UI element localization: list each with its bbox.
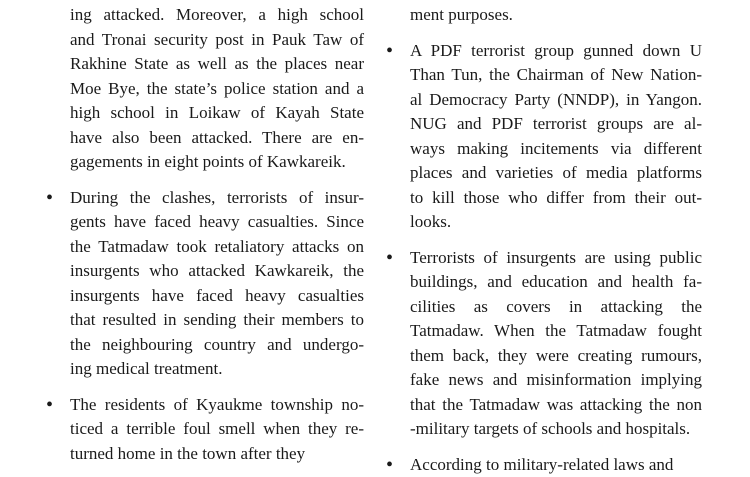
paragraph-line: A PDF terrorist group gunned down U (410, 39, 702, 64)
paragraph-line: Moe Bye, the state’s police station and a (70, 77, 364, 102)
paragraph-line: -military targets of schools and hospitals. (410, 417, 702, 442)
paragraph-line: places and varieties of media platforms (410, 161, 702, 186)
paragraph-line: al Democracy Party (NNDP), in Yangon. (410, 88, 702, 113)
paragraph-line: NUG and PDF terrorist groups are al- (410, 112, 702, 137)
paragraph-line: them back, they were creating rumours, (410, 344, 702, 369)
paragraph-line: have also been attacked. There are en- (70, 126, 364, 151)
paragraph-line: ways making incitements via different (410, 137, 702, 162)
paragraph-line: gagements in eight points of Kawkareik. (70, 150, 364, 175)
paragraph-line: ment purposes. (410, 3, 702, 28)
paragraph-line: that resulted in sending their members to (70, 308, 364, 333)
paragraph-line: During the clashes, terrorists of insur- (70, 186, 364, 211)
paragraph-line: ing attacked. Moreover, a high school (70, 3, 364, 28)
paragraph-line: insurgents have faced heavy casualties (70, 284, 364, 309)
paragraph-line: buildings, and education and health fa- (410, 270, 702, 295)
bullet-icon: • (386, 248, 394, 256)
bullet-icon: • (46, 188, 54, 196)
bullet-icon: • (386, 41, 394, 49)
paragraph-line: the neighbouring country and undergo- (70, 333, 364, 358)
paragraph-line: ing medical treatment. (70, 357, 364, 382)
bullet-icon: • (386, 455, 394, 463)
paragraph-line: ticed a terrible foul smell when they re- (70, 417, 364, 442)
paragraph-line: The residents of Kyaukme township no- (70, 393, 364, 418)
paragraph-line: Terrorists of insurgents are using public (410, 246, 702, 271)
paragraph-line: to kill those who differ from their out- (410, 186, 702, 211)
paragraph-line: the Tatmadaw took retaliatory attacks on (70, 235, 364, 260)
bullet-icon: • (46, 395, 54, 403)
paragraph-line: According to military-related laws and (410, 453, 702, 477)
paragraph-line: Than Tun, the Chairman of New Nation- (410, 63, 702, 88)
paragraph-line: fake news and misinformation implying (410, 368, 702, 393)
paragraph-line: insurgents who attacked Kawkareik, the (70, 259, 364, 284)
paragraph-line: high school in Loikaw of Kayah State (70, 101, 364, 126)
paragraph-line: turned home in the town after they (70, 442, 364, 467)
paragraph-line: Tatmadaw. When the Tatmadaw fought (410, 319, 702, 344)
paragraph-line: Rakhine State as well as the places near (70, 52, 364, 77)
paragraph-line: looks. (410, 210, 702, 235)
paragraph-line: and Tronai security post in Pauk Taw of (70, 28, 364, 53)
paragraph-line: cilities as covers in attacking the (410, 295, 702, 320)
paragraph-line: gents have faced heavy casualties. Since (70, 210, 364, 235)
paragraph-line: that the Tatmadaw was attacking the non (410, 393, 702, 418)
